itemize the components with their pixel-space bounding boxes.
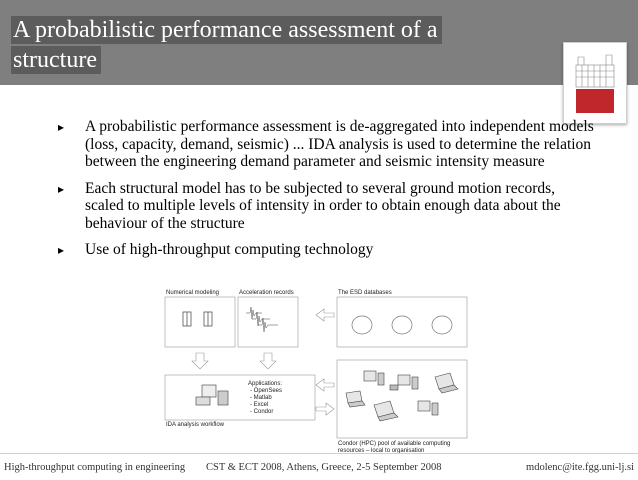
database-icon xyxy=(352,316,452,334)
footer-left: High-throughput computing in engineering xyxy=(4,462,186,473)
application-item: - Condor xyxy=(250,409,274,415)
acceleration-records-box xyxy=(238,297,298,347)
applications-title: Applications: xyxy=(248,381,283,387)
hpc-workflow-diagram xyxy=(150,285,480,460)
esd-databases-label: The ESD databases xyxy=(338,290,392,296)
bullet-marker: ▸ xyxy=(58,120,65,134)
bullet-text: A probabilistic performance assessment is de-aggregated into independent models (loss, capacity, demand, seismic) ... IDA analysis is used to determine the relation between the engineering demand parameter and seismic intensity measure xyxy=(85,118,594,170)
slide-title-line-1: A probabilistic performance assessment of a xyxy=(11,16,442,44)
down-arrow-icon xyxy=(260,353,276,369)
footer-right: mdolenc@ite.fgg.uni-lj.si xyxy=(526,462,634,473)
condor-pool-label-line-1: Condor (HPC) pool of available computing xyxy=(338,441,451,447)
application-item: - OpenSees xyxy=(250,388,283,394)
numerical-modeling-label: Numerical modeling xyxy=(166,290,220,296)
bullet-text: Each structural model has to be subjected to several ground motion records, scaled to multiple levels of intensity in order to obtain enough data about the behaviour of the structure xyxy=(85,179,561,232)
slide-title-line-2: structure xyxy=(11,46,101,74)
bullet-list xyxy=(55,118,595,268)
bullet-item xyxy=(55,241,595,259)
university-seal-icon xyxy=(564,43,626,123)
numerical-model-box xyxy=(165,297,235,347)
university-logo xyxy=(563,42,627,124)
acceleration-records-label: Acceleration records xyxy=(239,290,294,296)
bullet-text: Use of high-throughput computing technology xyxy=(85,241,374,258)
application-item: - Matlab xyxy=(250,395,272,401)
condor-pool-label-line-2: resources – local to organisation xyxy=(338,448,425,454)
footer-center: CST & ECT 2008, Athens, Greece, 2-5 September 2008 xyxy=(206,462,442,473)
down-arrow-icon xyxy=(192,353,208,369)
ida-workflow-label: IDA analysis workflow xyxy=(166,422,225,428)
bullet-marker: ▸ xyxy=(58,181,65,196)
bullet-marker: ▸ xyxy=(58,243,65,257)
footer xyxy=(0,453,638,480)
ida-workflow-box xyxy=(165,375,315,420)
right-arrow-icon xyxy=(316,403,334,415)
left-arrow-icon xyxy=(316,309,334,321)
bullet-item xyxy=(55,180,595,233)
application-item: - Excel xyxy=(250,402,269,408)
title-bar xyxy=(0,0,638,85)
left-arrow-icon xyxy=(316,379,334,391)
bullet-item xyxy=(55,118,595,171)
